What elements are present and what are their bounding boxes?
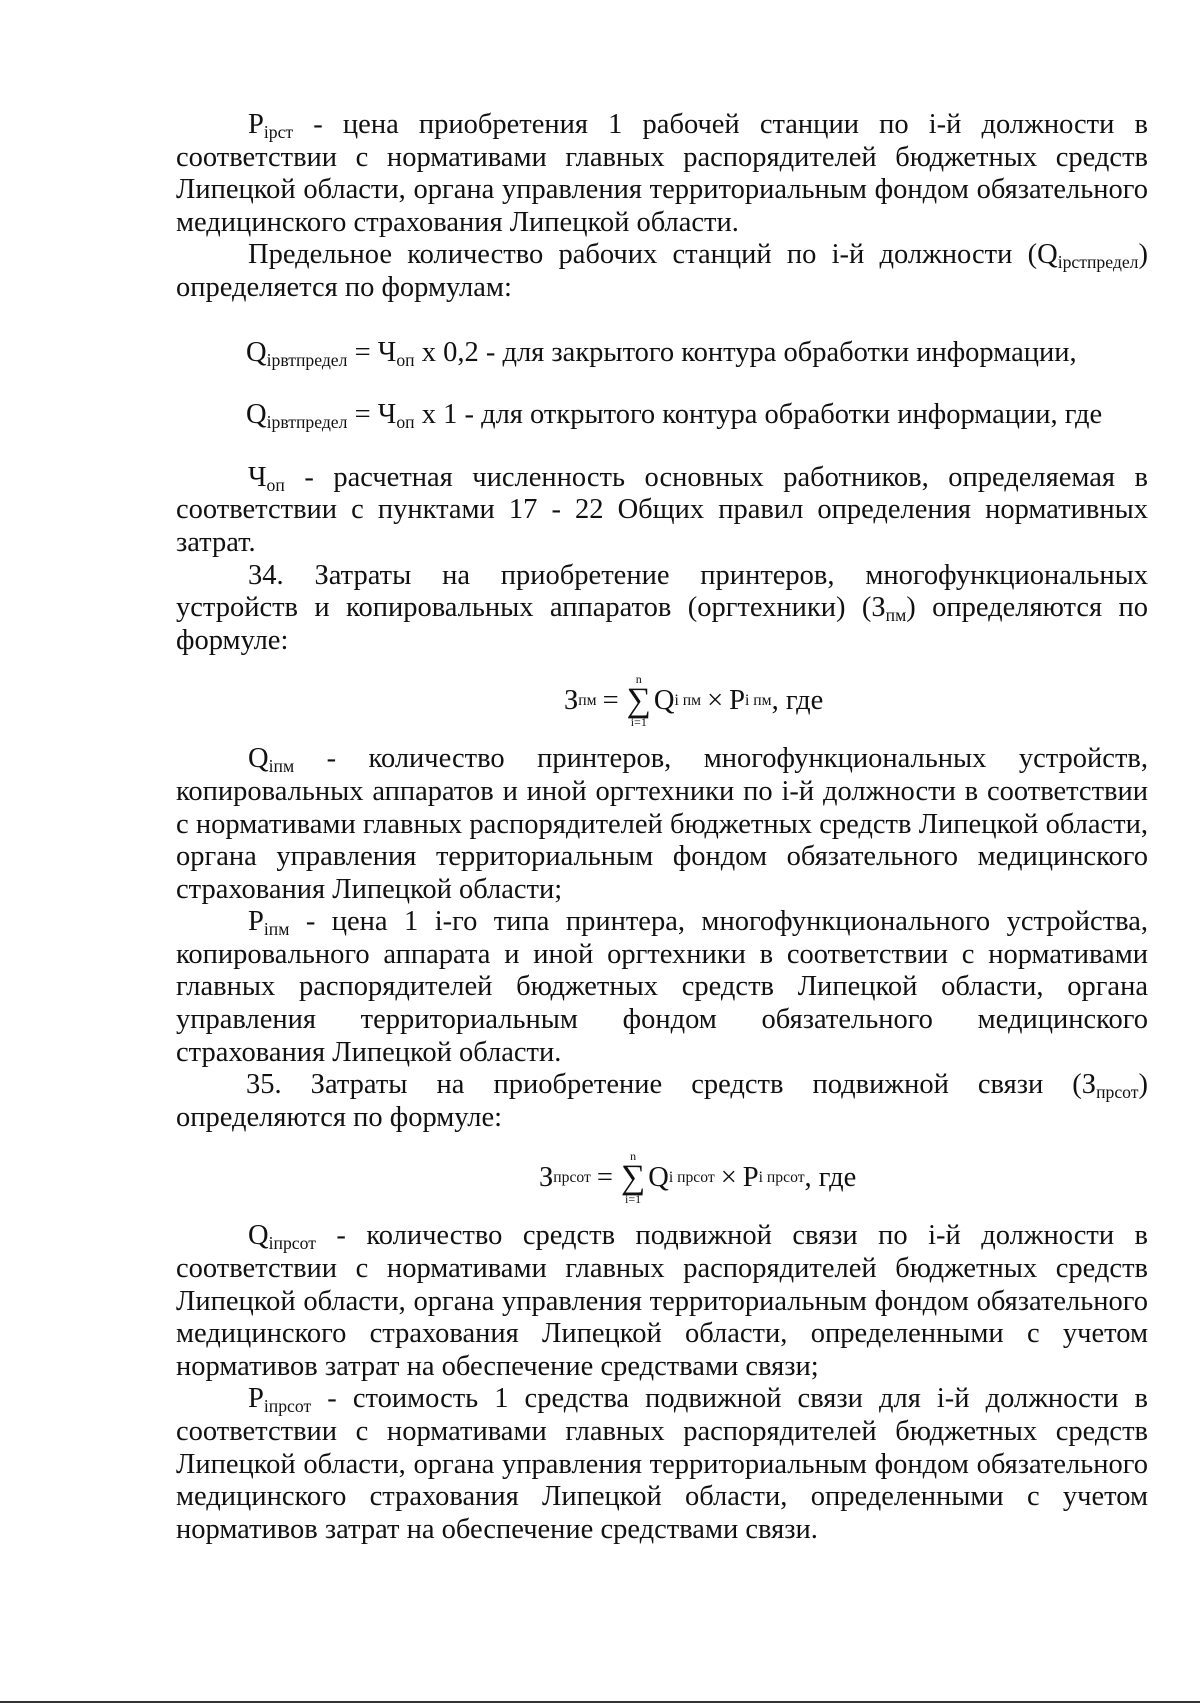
paragraph-text: - цена приобретения 1 рабочей станции по i-й должности в соответствии с нормативами главных распорядителей бюджетных средств Липецкой области, органа управления территориальным фондом обязательного медицинского страхования Липецкой области. <box>176 109 1148 238</box>
formula-line-open-contour <box>176 399 1148 432</box>
sigma-symbol: ∑ <box>626 682 651 720</box>
symbol: З <box>1081 1069 1097 1101</box>
paragraph-text-cont: ) определяются по формуле: <box>176 592 1149 656</box>
symbol-subscript: iпм <box>263 919 290 940</box>
sum-upper-limit: n <box>635 672 642 687</box>
paragraph-mobile-quantity <box>176 1220 1148 1383</box>
paragraph-text: 34. Затраты на приобретение принтеров, многофункциональных устройств и копировальных аппаратов (оргтехники) ( <box>176 559 1148 624</box>
scan-bottom-edge <box>0 1701 1200 1703</box>
paragraph-workstation-limit <box>176 239 1148 304</box>
equals-sign: = <box>596 1162 613 1194</box>
equals-sign: = <box>347 336 378 368</box>
sum-operator <box>627 673 651 729</box>
formula-text: x 0,2 - для закрытого контура обработки информации, <box>414 336 1077 368</box>
symbol: Q <box>1037 239 1058 271</box>
paragraph-text: - расчетная численность основных работников, определяемая в соответствии с пунктами 17 - 22 Общих правил определения нормативных затрат. <box>176 461 1148 558</box>
sum-lower-limit: i=1 <box>630 715 647 730</box>
times-sign: × <box>707 685 724 717</box>
symbol-subscript: пм <box>885 605 907 626</box>
sigma-symbol: ∑ <box>620 1159 646 1197</box>
formula-line-closed-contour <box>176 337 1148 370</box>
formula-tail: , где <box>804 1162 857 1194</box>
sum-lower-limit: i=1 <box>625 1192 642 1207</box>
symbol: Q <box>246 336 267 368</box>
symbol: Q <box>248 1220 269 1252</box>
symbol: Ч <box>248 461 267 493</box>
paragraph-text: - количество принтеров, многофункциональных устройств, копировальных аппаратов и иной оргтехники по i-й должности в соответствии с нормативами главных распорядителей бюджетных средств Липецкой области, органа управления территориальным фондом обязательного медицинского страхования Липецкой области; <box>176 743 1148 905</box>
paragraph-headcount <box>176 462 1148 560</box>
symbol-subscript: прсот <box>1096 1082 1139 1103</box>
formula-lhs: З <box>539 1162 554 1194</box>
formula-text: x 1 - для открытого контура обработки информации, где <box>414 399 1103 431</box>
symbol-subscript: ipвтпредел <box>266 412 348 433</box>
formula-office-equipment: З пм = n ∑ i=1 Q i пм × P i пм , где <box>564 672 824 730</box>
paragraph-price-workstation <box>176 109 1148 239</box>
symbol: Ч <box>377 399 397 431</box>
formula-lhs: З <box>564 685 579 717</box>
paragraph-text: - стоимость 1 средства подвижной связи для i-й должности в соответствии с нормативами главных распорядителей бюджетных средств Липецкой области, органа управления территориальным фондом обязательного медицинского страхования Липецкой области, определенными с учетом нормативов затрат на обеспечение средствами связи. <box>176 1383 1148 1545</box>
symbol-subscript: оп <box>396 349 415 370</box>
symbol: P <box>248 109 264 140</box>
symbol-subscript: iпрсот <box>268 1233 316 1254</box>
formula-mobile-communication: З прсот = n ∑ i=1 Q i прсот × P i прсот , где <box>539 1149 857 1207</box>
paragraph-section-34 <box>176 560 1148 658</box>
paragraph-text: - количество средств подвижной связи по i-й должности в соответствии с нормативами главных распорядителей бюджетных средств Липецкой области, органа управления территориальным фондом обязательного медицинского страхования Липецкой области, определенными с учетом нормативов затрат на обеспечение средствами связи; <box>176 1220 1148 1382</box>
symbol-subscript: iпм <box>268 756 295 777</box>
paragraph-equipment-quantity <box>176 743 1148 906</box>
paragraph-section-35 <box>176 1069 1148 1134</box>
symbol-subscript: ipстпредел <box>1057 252 1139 273</box>
symbol-subscript: оп <box>266 474 285 495</box>
formula-p: P <box>742 1162 759 1194</box>
paragraph-mobile-price <box>176 1383 1148 1546</box>
symbol-subscript: iпрсот <box>263 1396 312 1417</box>
paragraph-text: Предельное количество рабочих станций по i-й должности ( <box>248 239 1038 271</box>
sum-upper-limit: n <box>630 1149 637 1164</box>
symbol-subscript: ipст <box>263 121 294 142</box>
symbol: Ч <box>377 336 397 368</box>
paragraph-text: - цена 1 i-го типа принтера, многофункционального устройства, копировального аппарата и иной оргтехники в соответствии с нормативами главных распорядителей бюджетных средств Липецкой области, органа управления территориальным фондом обязательного медицинского страхования Липецкой области. <box>176 906 1148 1068</box>
paragraph-text-cont: ) определяются по формуле: <box>176 1069 1148 1133</box>
symbol-subscript: оп <box>396 412 415 433</box>
paragraph-text: 35. Затраты на приобретение средств подвижной связи ( <box>246 1069 1082 1101</box>
paragraph-equipment-price <box>176 906 1148 1069</box>
symbol: З <box>871 592 886 624</box>
symbol-subscript: ipвтпредел <box>266 349 348 370</box>
symbol: P <box>248 906 264 938</box>
times-sign: × <box>720 1162 737 1194</box>
equals-sign: = <box>347 399 378 431</box>
formula-q: Q <box>653 685 675 717</box>
paragraph-text-cont: ) определяется по формулам: <box>176 239 1148 303</box>
symbol: Q <box>246 399 267 431</box>
formula-p: P <box>729 685 745 717</box>
document-body <box>176 109 1148 1546</box>
equals-sign: = <box>602 685 619 717</box>
symbol: Q <box>248 743 269 775</box>
sum-operator <box>621 1150 645 1206</box>
formula-q: Q <box>648 1162 669 1194</box>
symbol: P <box>248 1383 264 1415</box>
formula-tail: , где <box>771 685 824 717</box>
